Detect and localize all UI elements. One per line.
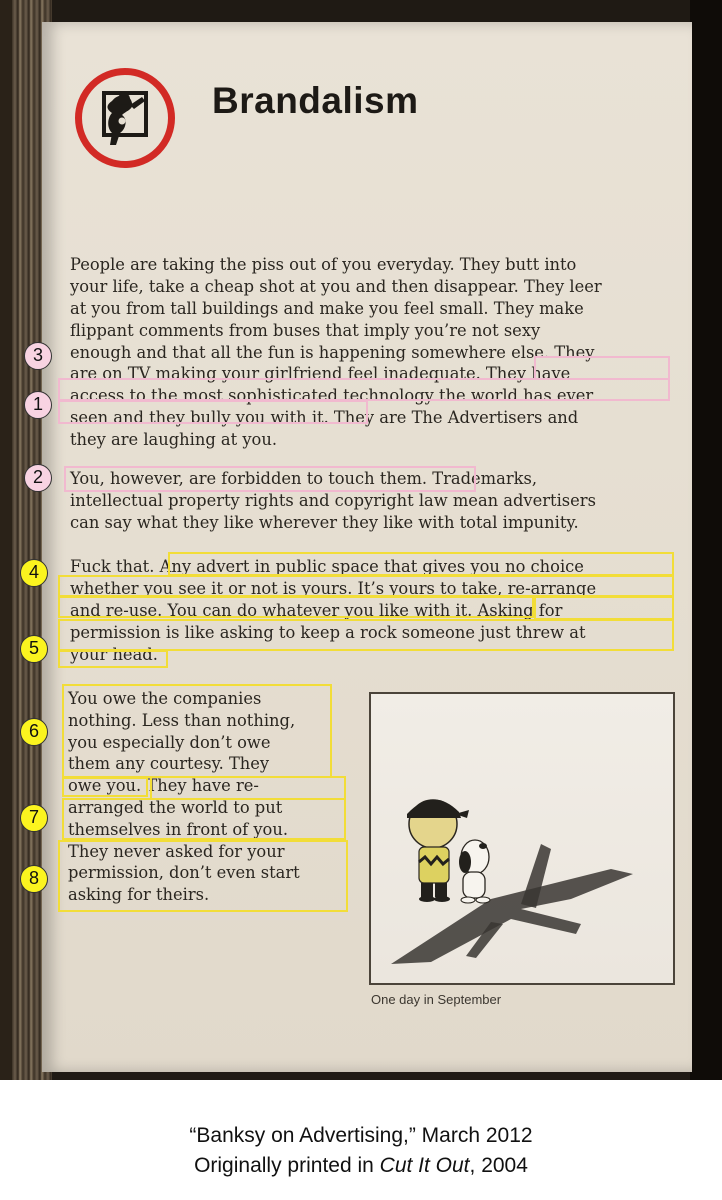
book-title: Cut It Out [379,1154,470,1177]
text-line: flippant comments from buses that imply you’re not sexy [70,320,541,340]
highlight-box-8 [58,840,348,912]
illustration-caption: One day in September [371,992,502,1007]
marker-1: 1 [24,391,52,419]
highlight-box-1c [58,400,368,424]
highlight-box-5c [58,650,168,668]
text-line: you especially don’t owe [68,732,271,752]
highlight-box-7a [150,776,346,800]
marker-7: 7 [20,804,48,832]
text-line: People are taking the piss out of you everyday. They butt into [70,255,577,274]
text-line: nothing. Less than nothing, [68,710,296,730]
text-line: enough and that all the fun is happening somewhere else. They [70,342,595,362]
footer-line-2 [0,1154,722,1178]
highlight-box-6b [62,777,148,797]
highlight-box-2 [64,466,476,492]
text-line: access to the most sophisticated technology the world has ever [70,386,594,406]
marker-3: 3 [24,342,52,370]
text-line: You owe the companies [68,689,262,708]
text-line: seen and they bully you with it. They are The Advertisers and [70,408,579,428]
right-background [690,0,722,1080]
marker-2: 2 [24,464,52,492]
highlight-box-1b [58,378,670,401]
highlight-box-7b [62,798,346,840]
text-line: at you from tall buildings and make you feel small. They make [70,298,584,318]
text-line: intellectual property rights and copyright law mean advertisers [70,490,596,510]
highlight-box-5a [534,596,674,620]
marker-8: 8 [20,865,48,893]
text-line: asking for theirs. [68,885,210,905]
text-line: your head. [70,644,158,664]
text-line: whether you see it or not is yours. It’s yours to take, re-arrange [70,578,597,598]
illustration-frame [369,692,675,985]
logo-figure [82,75,168,161]
text-line: themselves in front of you. [68,819,289,839]
marker-4: 4 [20,559,48,587]
text-line: can say what they like wherever they like with total impunity. [70,512,579,532]
text-line: They never asked for your [68,841,285,861]
page-title: Brandalism [212,80,419,121]
charlie-brown-shirt [419,847,449,883]
highlight-box-4a [168,552,674,576]
text-line: they are laughing at you. [70,430,278,450]
highlight-box-4c [58,596,534,618]
footer-prefix: Originally printed in [194,1154,380,1177]
spray-can-vandal-icon [75,68,175,168]
text-line: your life, take a cheap shot at you and then disappear. They leer [70,276,602,296]
highlight-box-5b [58,619,674,651]
marker-6: 6 [20,718,48,746]
highlight-box-6 [62,684,332,778]
text-line: owe you. They have re- [68,776,259,796]
text-line: permission, don’t even start [68,863,300,883]
highlight-box-4b [58,575,674,597]
text-line: You, however, are forbidden to touch them. Trademarks, [70,469,538,488]
text-line: arranged the world to put [68,797,283,817]
marker-5: 5 [20,635,48,663]
text-line: permission is like asking to keep a rock someone just threw at [70,622,586,642]
snoopy-body [463,872,485,898]
text-line: Fuck that. Any advert in public space that gives you no choice [70,557,584,576]
illustration-drawing [371,694,673,983]
footer-suffix: , 2004 [469,1154,528,1177]
text-line: and re-use. You can do whatever you like with it. Asking for [70,600,563,620]
footer-line-1: “Banksy on Advertising,” March 2012 [189,1124,533,1147]
highlight-box-1a [534,356,670,380]
text-line: them any courtesy. They [68,754,270,774]
text-line: are on TV making your girlfriend feel inadequate. They have [70,364,571,384]
